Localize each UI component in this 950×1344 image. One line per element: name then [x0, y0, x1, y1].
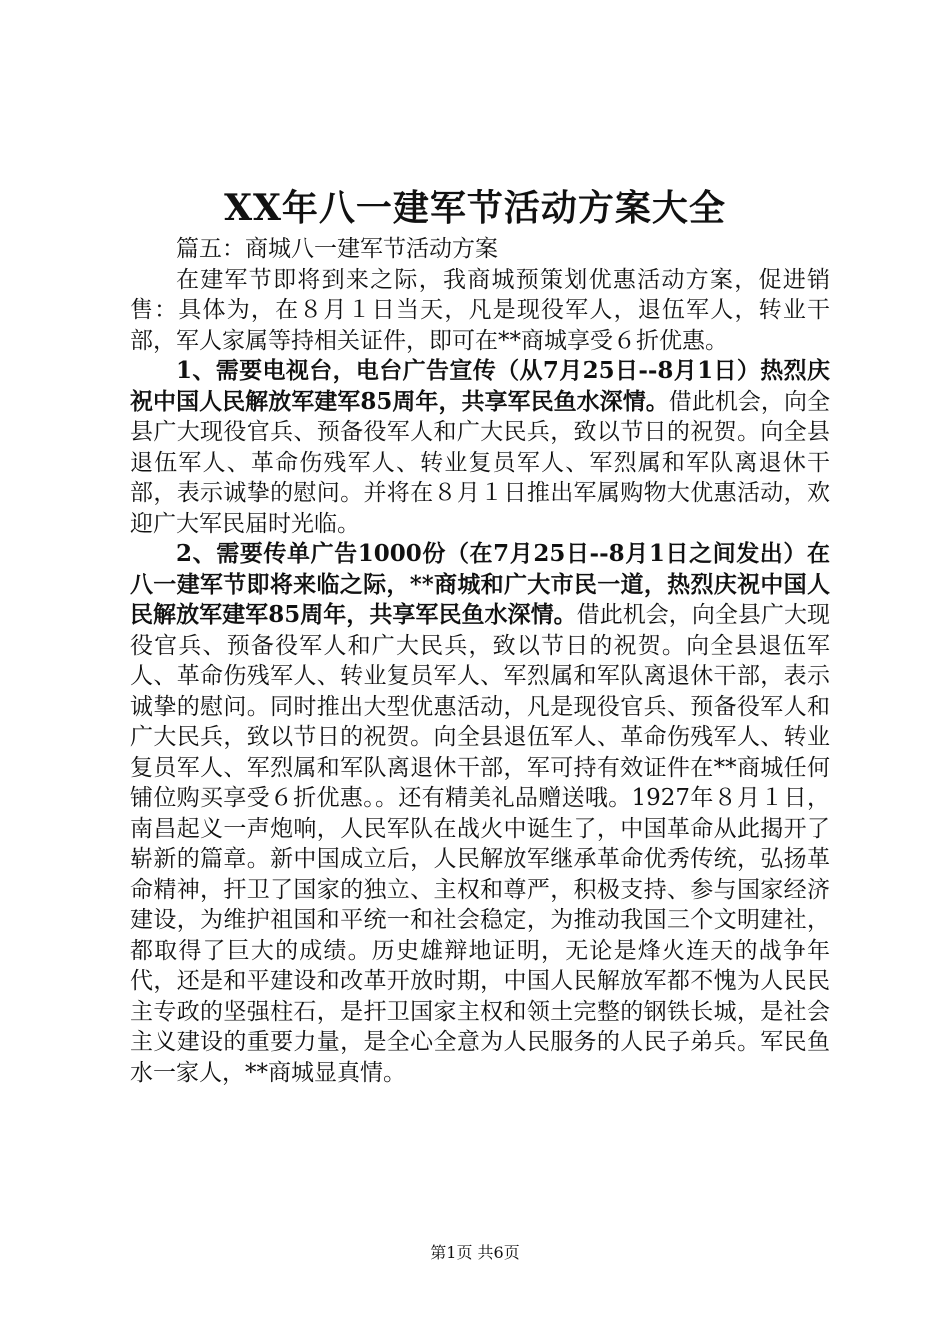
- page-number-footer: 第1页 共6页: [430, 1243, 520, 1262]
- document-title: XX年八一建军节活动方案大全: [224, 187, 726, 229]
- item-1-text: 借此机会，向全县广大现役官兵、预备役军人和广大民兵，致以节日的祝贺。向全县退伍军人、革命伤残军人、转业复员军人、军烈属和军队离退休干部，表示诚挚的慰问。并将在８月１日推出军属购物大优惠活动，欢迎广大军民届时光临。: [130, 388, 831, 537]
- document-body: [130, 234, 830, 1088]
- item-1-paragraph: [130, 356, 830, 539]
- section-subtitle: 篇五：商城八一建军节活动方案: [176, 236, 498, 262]
- item-2-heading: 2、需要传单广告1000份（在7月25日--8月1日之间发出）在八一建军节即将来临之际，**商城和广大市民一道，热烈庆祝中国人民解放军建军85周年，共享军民鱼水深情。: [130, 540, 830, 628]
- item-2-text: 借此机会，向全县广大现役官兵、预备役军人和广大民兵，致以节日的祝贺。向全县退伍军人、革命伤残军人、转业复员军人、军烈属和军队离退休干部，表示诚挚的慰问。同时推出大型优惠活动，凡是现役官兵、预备役军人和广大民兵，致以节日的祝贺。向全县退伍军人、革命伤残军人、转业复员军人、军烈属和军队离退休干部，军可持有效证件在**商城任何铺位购买享受６折优惠。。还有精美礼品赠送哦。1927年８月１日，南昌起义一声炮响，人民军队在战火中诞生了，中国革命从此揭开了崭新的篇章。新中国成立后，人民解放军继承革命优秀传统，弘扬革命精神，扞卫了国家的独立、主权和尊严，积极支持、参与国家经济建设，为维护祖国和平统一和社会稳定，为推动我国三个文明建社，都取得了巨大的成绩。历史雄辩地证明，无论是烽火连天的战争年代，还是和平建设和改革开放时期，中国人民解放军都不愧为人民民主专政的坚强柱石，是扞卫国家主权和领土完整的钢铁长城，是社会主义建设的重要力量，是全心全意为人民服务的人民子弟兵。军民鱼水一家人，**商城显真情。: [130, 602, 830, 1086]
- item-1-heading: 1、需要电视台，电台广告宣传（从7月25日--8月1日）热烈庆祝中国人民解放军建军85周年，共享军民鱼水深情。: [130, 357, 830, 415]
- item-2-paragraph: [130, 539, 830, 1088]
- intro-paragraph: 在建军节即将到来之际，我商城预策划优惠活动方案，促进销售：具体为，在８月１日当天，凡是现役军人，退伍军人，转业干部，军人家属等持相关证件，即可在**商城享受６折优惠。: [130, 266, 830, 354]
